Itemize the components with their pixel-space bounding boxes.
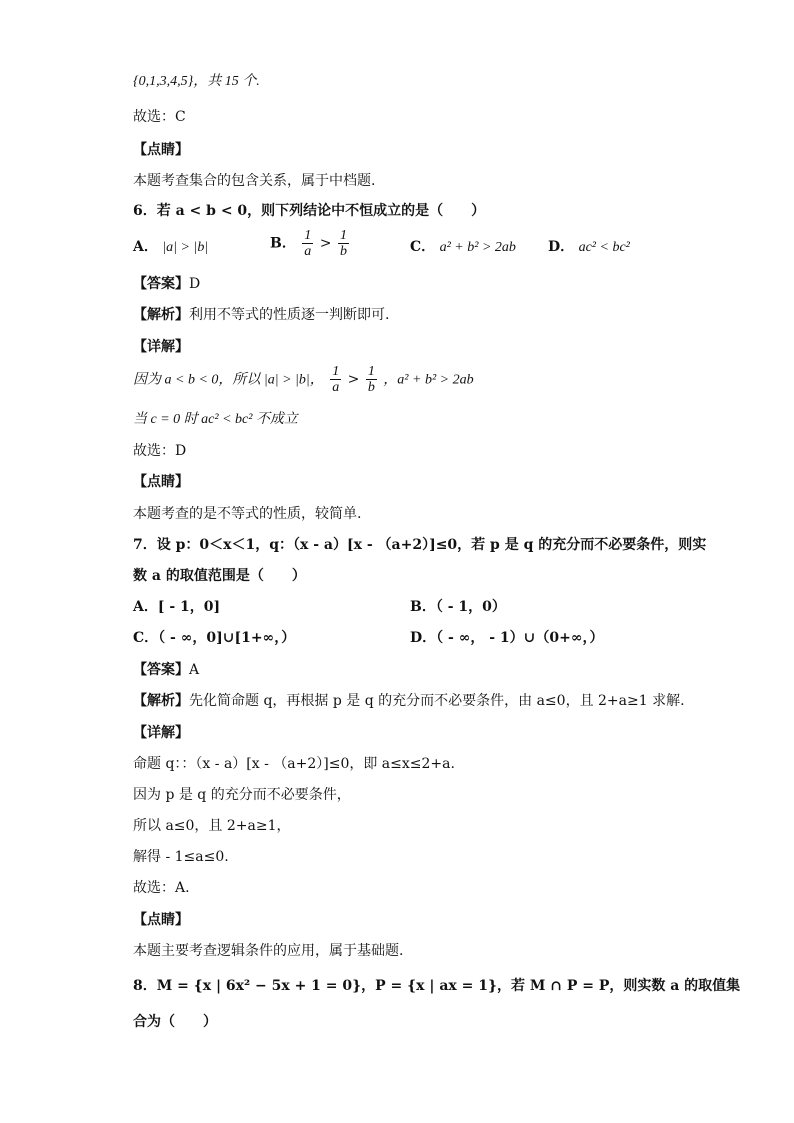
detail-fraction-1 <box>330 364 341 395</box>
q6-comment-text: 本题考查的是不等式的性质，较简单. <box>133 506 362 522</box>
fraction-denominator: a <box>332 380 340 395</box>
q6-option-b-fraction-1 <box>302 228 313 259</box>
comment-text: 本题考查集合的包含关系，属于中档题. <box>133 173 376 189</box>
q7-detail-heading: 【详解】 <box>133 725 189 741</box>
q6-option-c-text: a² + b² > 2ab <box>439 240 516 255</box>
analysis-text: 先化简命题 q，再根据 p 是 q 的充分而不必要条件，由 a≤0，且 2+a≥1 求解. <box>189 693 685 709</box>
q6-option-a-text: |a| > |b| <box>162 240 209 255</box>
q6-option-b <box>270 228 351 259</box>
answer-choice: 故选：C <box>133 109 186 125</box>
q7-detail-line-4: 解得 - 1≤a≤0. <box>133 849 229 865</box>
analysis-heading: 【解析】 <box>133 693 189 709</box>
detail-suffix: ，a² + b² > 2ab <box>383 372 474 388</box>
q6-detail-line-2: 当 c = 0 时 ac² < bc² 不成立 <box>133 412 298 427</box>
q6-comment-heading: 【点睛】 <box>133 474 189 490</box>
q6-option-c-label: C． <box>410 239 436 255</box>
answer-value: D <box>189 276 201 292</box>
q6-option-a <box>133 236 208 259</box>
q8-stem-line-2: 合为（ ） <box>133 1014 217 1030</box>
q7-option-a: A．[ - 1，0] <box>133 599 221 615</box>
q7-detail-line-2: 因为 p 是 q 的充分而不必要条件， <box>133 787 351 803</box>
q6-option-b-label: B． <box>270 235 296 252</box>
q6-option-d-text: ac² < bc² <box>578 240 630 255</box>
q7-answer <box>133 660 199 680</box>
q6-option-d-label: D． <box>548 239 575 255</box>
q6-detail-heading: 【详解】 <box>133 339 189 355</box>
q6-analysis <box>133 305 389 325</box>
detail-fraction-2 <box>366 364 377 395</box>
q7-option-c: C．（ - ∞，0]∪[1+∞，） <box>133 630 296 646</box>
q7-detail-line-1: 命题 q：：（x - a）[x - （a+2）]≤0，即 a≤x≤2+a. <box>133 756 455 772</box>
fraction-numerator: 1 <box>339 228 347 243</box>
q6-detail-line-1 <box>133 364 474 395</box>
q7-stem-line-2: 数 a 的取值范围是（ ） <box>133 568 306 584</box>
analysis-text: 利用不等式的性质逐一判断即可. <box>189 307 390 323</box>
q6-option-a-label: A． <box>133 239 158 255</box>
fraction-numerator: 1 <box>304 228 312 243</box>
q6-stem: 6．若 a < b < 0，则下列结论中不恒成立的是（ ） <box>133 203 486 219</box>
q7-option-d: D．（ - ∞， - 1）∪（0+∞，） <box>410 630 604 646</box>
q7-option-b: B．（ - 1，0） <box>410 599 506 615</box>
q7-stem-line-1: 7．设 p：0＜x＜1，q：（x - a）[x - （a+2）]≤0，若 p 是 q 的充分而不必要条件，则实 <box>133 537 707 553</box>
q7-comment-text: 本题主要考查逻辑条件的应用，属于基础题. <box>133 943 404 959</box>
q6-option-b-relation: > <box>319 235 332 252</box>
fraction-denominator: a <box>304 244 312 259</box>
set-result-line: {0,1,3,4,5}，共 15 个. <box>133 74 260 89</box>
q7-analysis <box>133 691 685 711</box>
q7-detail-line-3: 所以 a≤0，且 2+a≥1， <box>133 818 291 834</box>
q6-option-c <box>410 236 516 259</box>
fraction-numerator: 1 <box>367 364 375 379</box>
q8-stem-line-1: 8．M = {x | 6x² − 5x + 1 = 0}，P = {x | ax = 1}，若 M ∩ P = P，则实数 a 的取值集 <box>133 978 741 994</box>
comment-heading: 【点睛】 <box>133 142 189 158</box>
q6-answer <box>133 274 200 294</box>
q7-comment-heading: 【点睛】 <box>133 912 189 928</box>
fraction-denominator: b <box>367 380 375 395</box>
q6-option-d <box>548 236 630 259</box>
detail-relation: > <box>347 371 360 388</box>
analysis-heading: 【解析】 <box>133 307 189 323</box>
answer-heading: 【答案】 <box>133 276 189 292</box>
answer-value: A <box>189 662 200 678</box>
fraction-numerator: 1 <box>332 364 340 379</box>
q6-option-b-fraction-2 <box>338 228 349 259</box>
q6-choice: 故选：D <box>133 443 187 459</box>
fraction-denominator: b <box>339 244 347 259</box>
answer-heading: 【答案】 <box>133 662 189 678</box>
q7-choice: 故选：A. <box>133 880 190 896</box>
detail-prefix: 因为 a < b < 0，所以 |a| > |b|， <box>133 372 324 388</box>
